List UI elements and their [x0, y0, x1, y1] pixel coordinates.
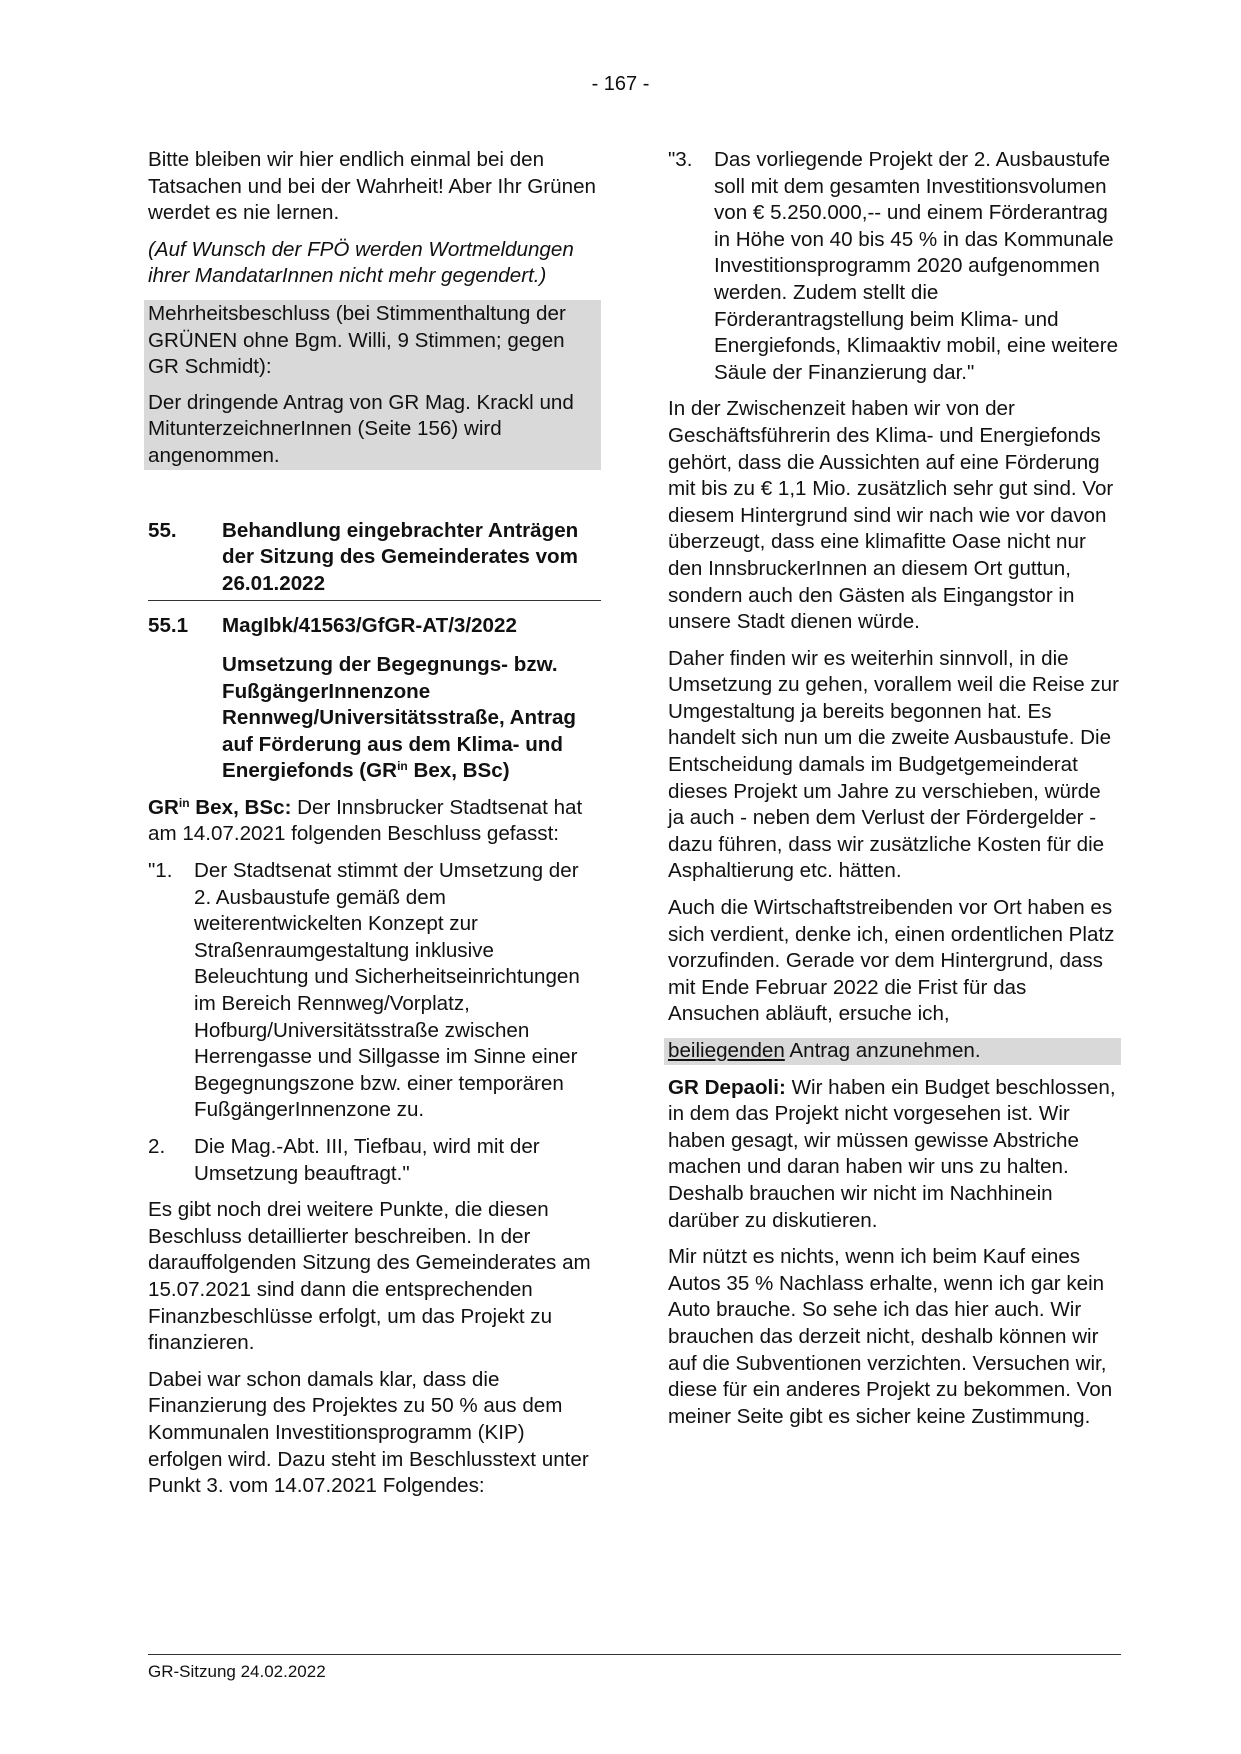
agenda-subnumber: 55.1	[148, 614, 189, 638]
italic-note: (Auf Wunsch der FPÖ werden Wortmeldungen ihrer MandatarInnen nicht mehr gegendert.)	[148, 237, 574, 288]
paragraph: Daher finden wir es weiterhin sinnvoll, in die Umsetzung zu gehen, vorallem weil die Reise zur Umgestaltung ja bereits begonnen hat. Es handelt sich nun um die zweite Ausbaustufe. Die Entscheidung damals im Budgetgemeinderat dieses Projekt um Jahre zu verschieben, würde ja auch - neben dem Verlust der Fördergelder - dazu führen, dass wir zusätzliche Kosten für die Asphaltierung etc. hätten.	[668, 646, 1119, 883]
agenda-heading-55	[148, 518, 601, 602]
speech-depaoli: GR Depaoli: Wir haben ein Budget beschlossen, in dem das Projekt nicht vorgesehen ist. Wir haben gesagt, wir müssen gewisse Abstriche machen und daran haben wir uns zu halten. Deshalb brauchen wir nicht im Nachhinein darüber zu diskutieren.	[668, 1075, 1116, 1232]
footer-text: GR-Sitzung 24.02.2022	[148, 1662, 326, 1681]
speaker-name: $GR^{in}$ Bex, BSc:	[148, 795, 292, 819]
paragraph: In der Zwischenzeit haben wir von der Geschäftsführerin des Klima- und Energiefonds gehört, dass die Aussichten auf eine Förderung mit bis zu € 1,1 Mio. zusätzlich sehr gut sind. Vor diesem Hintergrund sind wir nach wie vor davon überzeugt, dass eine klimafitte Oase nicht nur den InnsbruckerInnen an diesem Ort guttun, sondern auch den Gästen als Eingangstor in unsere Stadt dienen würde.	[668, 397, 1114, 634]
paragraph: Es gibt noch drei weitere Punkte, die diesen Beschluss detaillierter beschreiben. In der darauffolgenden Sitzung des Gemeinderates am 15.07.2021 sind dann die entsprechenden Finanzbeschlüsse erfolgt, um das Projekt zu finanzieren.	[148, 1198, 591, 1355]
agenda-title: Behandlung eingebrachter Anträgen der Sitzung des Gemeinderates vom 26.01.2022	[222, 518, 579, 595]
agenda-number: 55.	[148, 518, 177, 542]
page-number: - 167 -	[591, 73, 650, 95]
paragraph: Auch die Wirtschaftstreibenden vor Ort haben es sich verdient, denke ich, einen ordentlichen Platz vorzufinden. Gerade vor dem Hintergrund, dass mit Ende Februar 2022 die Frist für das Ansuchen abläuft, ersuche ich,	[668, 896, 1115, 1026]
right-column	[668, 147, 1121, 1440]
agenda-subtitle: Umsetzung der Begegnungs- bzw. FußgängerInnenzone Rennweg/Universitätsstraße, Antrag auf Förderung aus dem Klima- und Energiefonds ($GR^{in}$ Bex, BSc)	[222, 652, 576, 783]
quoted-item-3: "3. Das vorliegende Projekt der 2. Ausbaustufe soll mit dem gesamten Investitionsvolumen von € 5.250.000,-- und einem Förderantrag in Höhe von 40 bis 45 % in das Kommunale Investitionsprogramm 2020 aufgenommen werden. Zudem stellt die Förderantragstellung beim Klima- und Energiefonds, Klimaaktiv mobil, eine weitere Säule der Finanzierung dar."	[668, 148, 1119, 384]
speaker-name: GR Depaoli:	[668, 1075, 786, 1099]
left-column	[148, 147, 601, 1510]
quoted-item-2: 2. Die Mag.-Abt. III, Tiefbau, wird mit der Umsetzung beauftragt."	[148, 1135, 540, 1185]
paragraph: Bitte bleiben wir hier endlich einmal bei den Tatsachen und bei der Wahrheit! Aber Ihr Grünen werdet es nie lernen.	[148, 148, 596, 225]
motion-line: beiliegenden Antrag anzunehmen.	[664, 1038, 1121, 1065]
resolution-box	[144, 300, 601, 470]
resolution-vote: Mehrheitsbeschluss (bei Stimmenthaltung der GRÜNEN ohne Bgm. Willi, 9 Stimmen; gegen GR Schmidt):	[148, 301, 566, 379]
footer-divider	[148, 1654, 1121, 1655]
paragraph: Mir nützt es nichts, wenn ich beim Kauf eines Autos 35 % Nachlass erhalte, wenn ich gar kein Auto brauche. So sehe ich das hier auch. Wir brauchen das derzeit nicht, deshalb können wir auf die Subventionen verzichten. Versuchen wir, diese für ein anderes Projekt zu bekommen. Von meiner Seite gibt es sicher keine Zustimmung.	[668, 1245, 1113, 1428]
quoted-item-1: "1. Der Stadtsenat stimmt der Umsetzung der 2. Ausbaustufe gemäß dem weiterentwickelten Konzept zur Straßenraumgestaltung inklusive Beleuchtung und Sicherheitseinrichtungen im Bereich Rennweg/Vorplatz, Hofburg/Universitätsstraße zwischen Herrengasse und Sillgasse im Sinne einer Begegnungszone bzw. einer temporären FußgängerInnenzone zu.	[148, 859, 580, 1122]
resolution-result: Der dringende Antrag von GR Mag. Krackl und MitunterzeichnerInnen (Seite 156) wird angenommen.	[148, 390, 574, 467]
agenda-reference: MagIbk/41563/GfGR-AT/3/2022	[222, 614, 517, 638]
speech-bex: $GR^{in}$ Bex, BSc: Der Innsbrucker Stadtsenat hat am 14.07.2021 folgenden Beschluss gefasst:	[148, 795, 583, 846]
agenda-heading-55-1	[148, 613, 601, 785]
paragraph: Dabei war schon damals klar, dass die Finanzierung des Projektes zu 50 % aus dem Kommunalen Investitionsprogramm (KIP) erfolgen wird. Dazu steht im Beschlusstext unter Punkt 3. vom 14.07.2021 Folgendes:	[148, 1367, 589, 1498]
